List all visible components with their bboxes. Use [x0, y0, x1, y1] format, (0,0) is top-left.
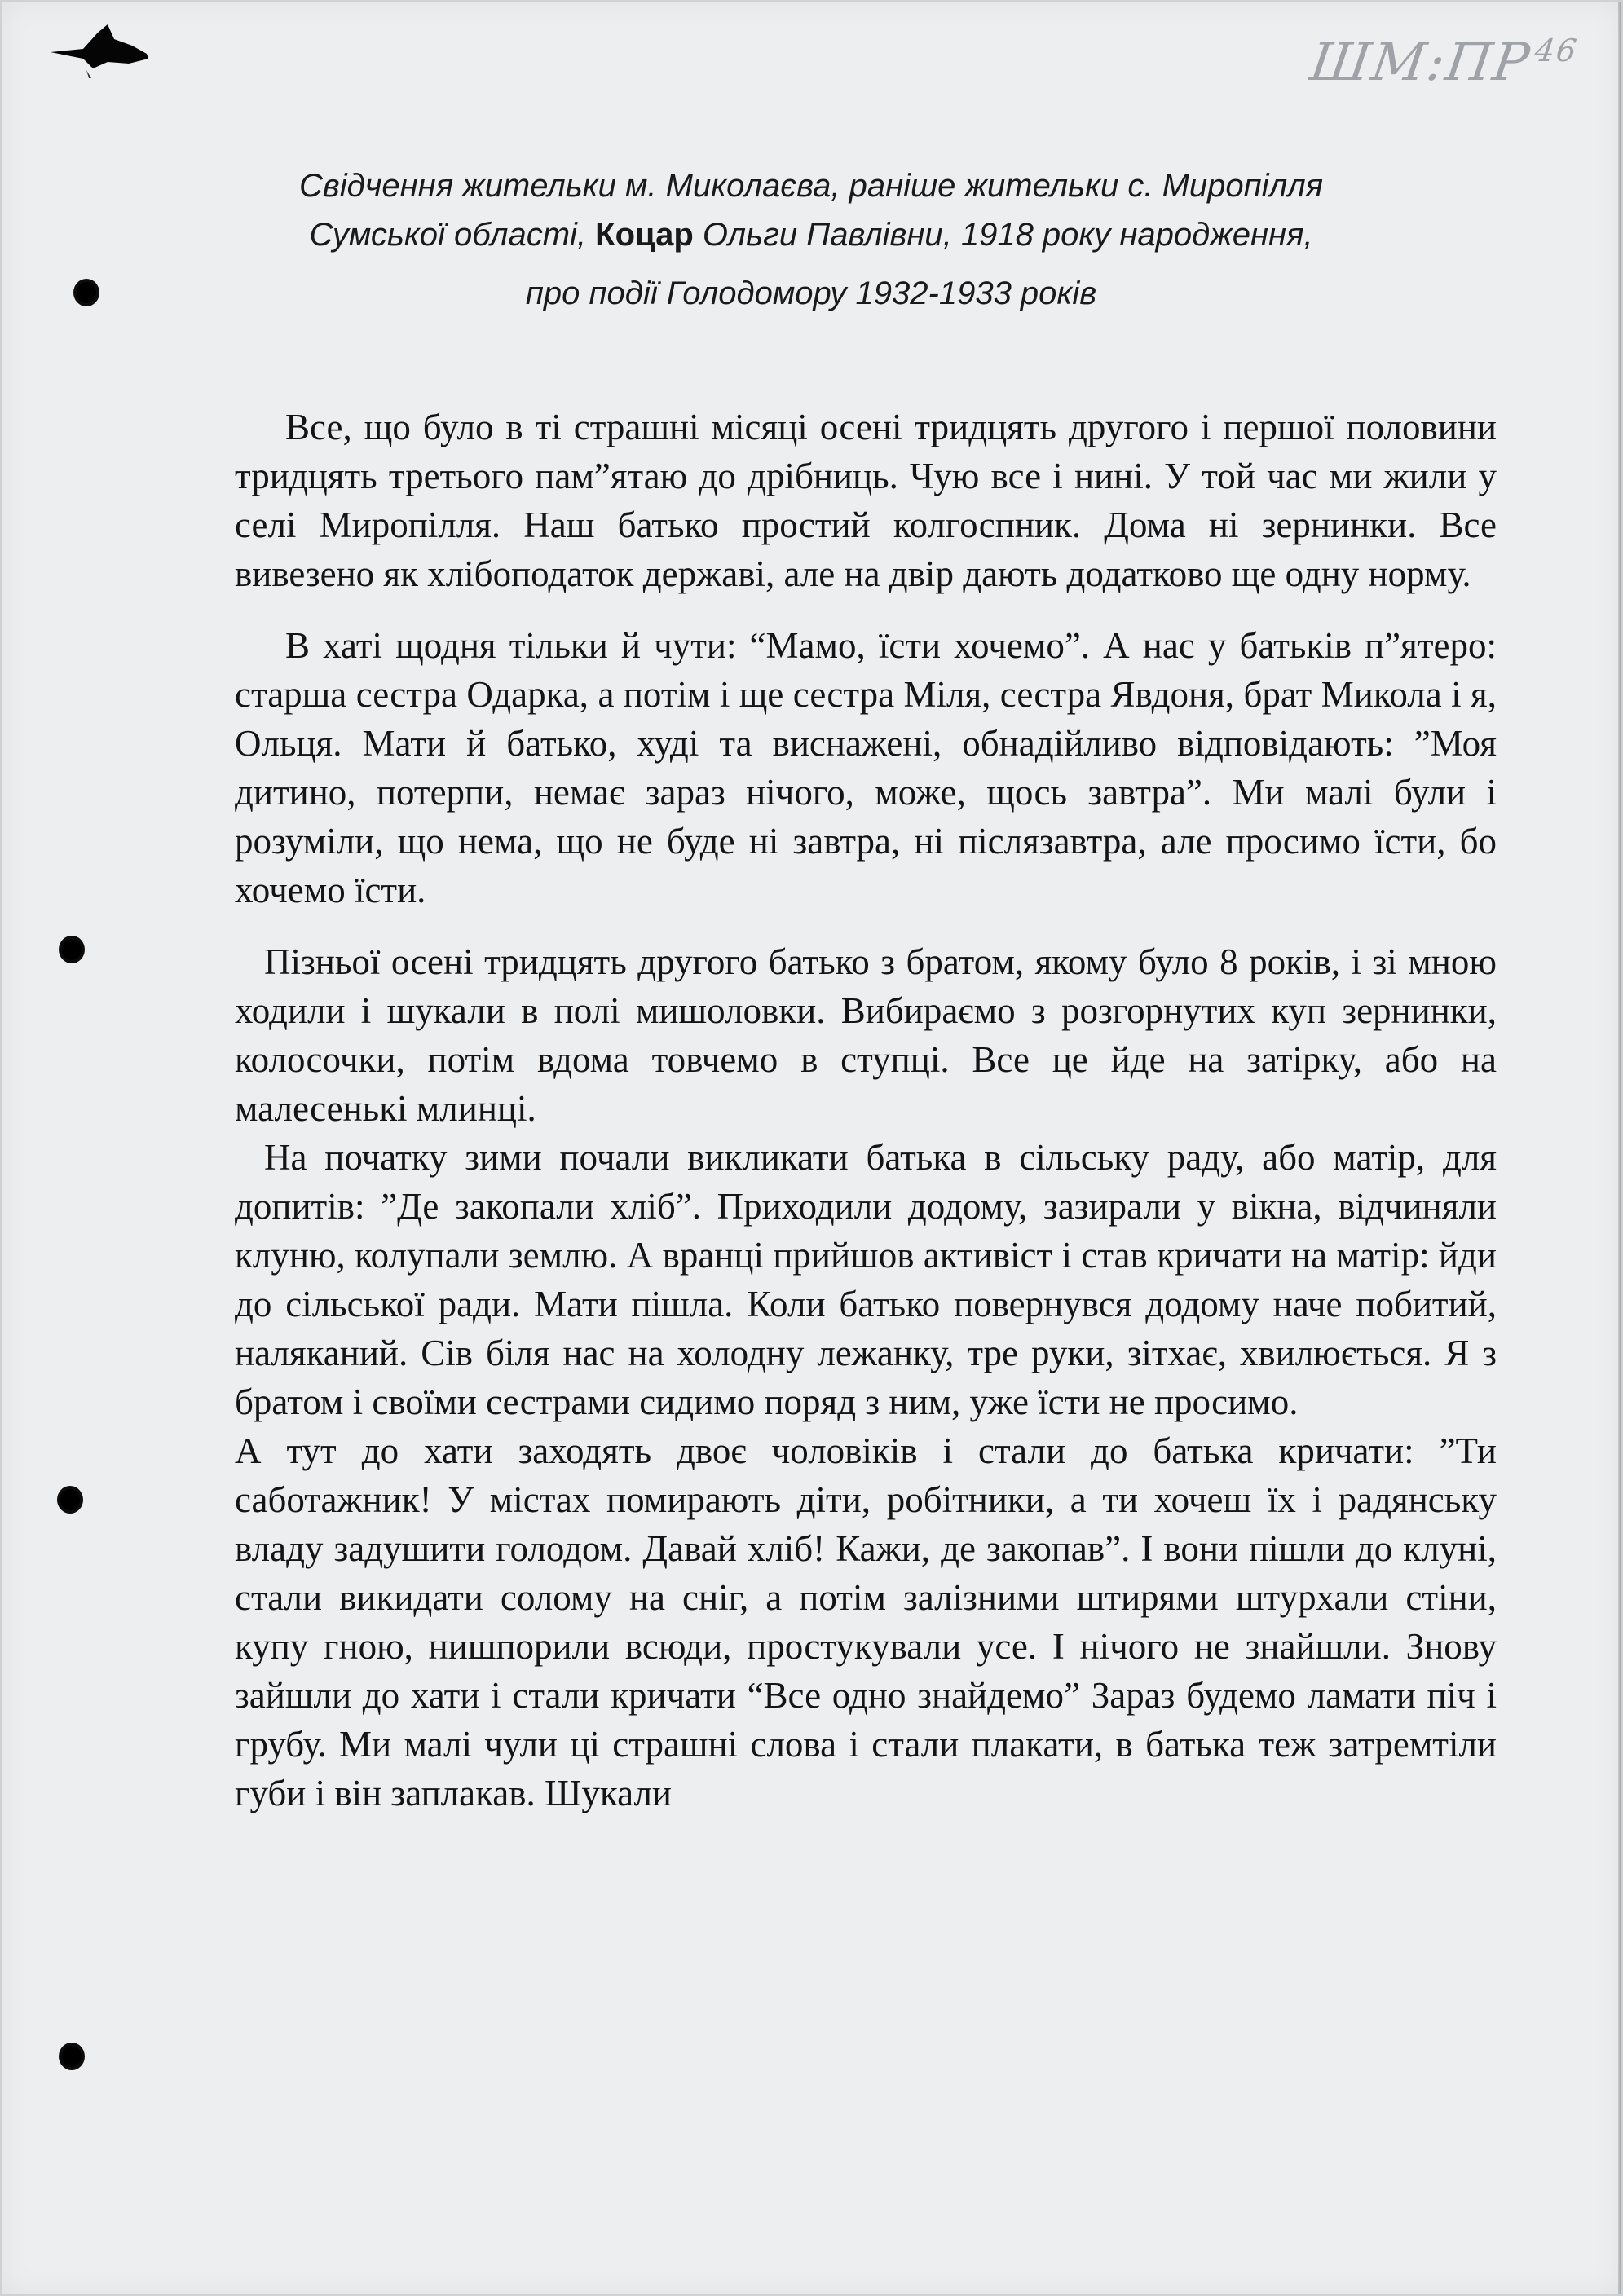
paragraph-3: Пізньої осені тридцять другого батько з братом, якому було 8 років, і зі мною ходили і шукали в полі мишоловки. Вибираємо з розгорнутих куп зернинки, колосочки, потім вдома товчемо в ступці. Все це йде на затірку, або на малесенькі млинці.: [235, 941, 1497, 1129]
punch-hole-3: [57, 1486, 83, 1514]
paragraph-4: На початку зими почали викликати батька в сільську раду, або матір, для допитів: ”Де закопали хліб”. Приходили додому, зазирали у вікна, відчиняли клуню, колупали землю. А вранці прийшов активіст і став кричати на матір: йди до сільської ради. Мати пішла. Коли батько повернувся додому наче побитий, наляканий. Сів біля нас на холодну лежанку, тре руки, зітхає, хвилюється. Я з братом і своїми сестрами сидимо поряд з ним, уже їсти не просимо.: [235, 1137, 1497, 1422]
paragraph-5: А тут до хати заходять двоє чоловіків і стали до батька кричати: ”Ти саботажник! У містах помирають діти, робітники, а ти хочеш їх і радянську владу задушити голодом. Давай хліб! Кажи, де закопав”. І вони пішли до клуні, стали викидати солому на сніг, а потім залізними штирями штурхали стіни, купу гною, нишпорили всюди, простукували усе. І нічого не знайшли. Знову зайшли до хати і стали кричати “Все одно знайдемо” Зараз будемо ламати піч і грубу. Ми малі чули ці страшні слова і стали плакати, в батька теж затремтіли губи і він заплакав. Шукали: [235, 1430, 1497, 1813]
header-line-3: про події Голодомору 1932-1933 років: [525, 275, 1097, 311]
scan-edge-shadow: [1618, 0, 1623, 2296]
paragraph-2: В хаті щодня тільки й чути: “Мамо, їсти хочемо”. А нас у батьків п”ятеро: старша сестра Одарка, а потім і ще сестра Міля, сестра Явдоня, брат Микола і я, Ольця. Мати й батько, худі та виснажені, обнадійливо відповідають: ”Моя дитино, потерпи, немає зараз нічого, може, щось завтра”. Ми малі були і розуміли, що нема, що не буде ні завтра, ні післязавтра, але просимо їсти, бо хочемо їсти.: [235, 625, 1497, 910]
annotation-number: 46: [1533, 33, 1581, 68]
annotation-code: ШМ:ПР: [1306, 33, 1535, 93]
paragraph-1: Все, що було в ті страшні місяці осені тридцять другого і першої половини тридцять третього пам”ятаю до дрібниць. Чую все і нині. У той час ми жили у селі Миропілля. Наш батько простий колгоспник. Дома ні зернинки. Все вивезено як хлібоподаток державі, але на двір дають додатково ще одну норму.: [235, 407, 1497, 594]
torn-corner-mark: [51, 21, 157, 78]
punch-hole-1: [73, 279, 99, 306]
document-header: [228, 161, 1394, 318]
testimony-body: [235, 403, 1497, 1818]
witness-surname: Коцар: [595, 217, 694, 253]
header-line-1: Свідчення жительки м. Миколаєва, раніше жительки с. Миропілля: [298, 168, 1324, 204]
handwritten-annotation: [1307, 33, 1581, 93]
header-suffix: Ольги Павлівни, 1918 року народження,: [702, 217, 1313, 253]
punch-hole-2: [59, 936, 85, 963]
header-prefix: Сумської області,: [309, 217, 587, 253]
header-line-2: [228, 210, 1394, 259]
punch-hole-4: [59, 2043, 85, 2070]
